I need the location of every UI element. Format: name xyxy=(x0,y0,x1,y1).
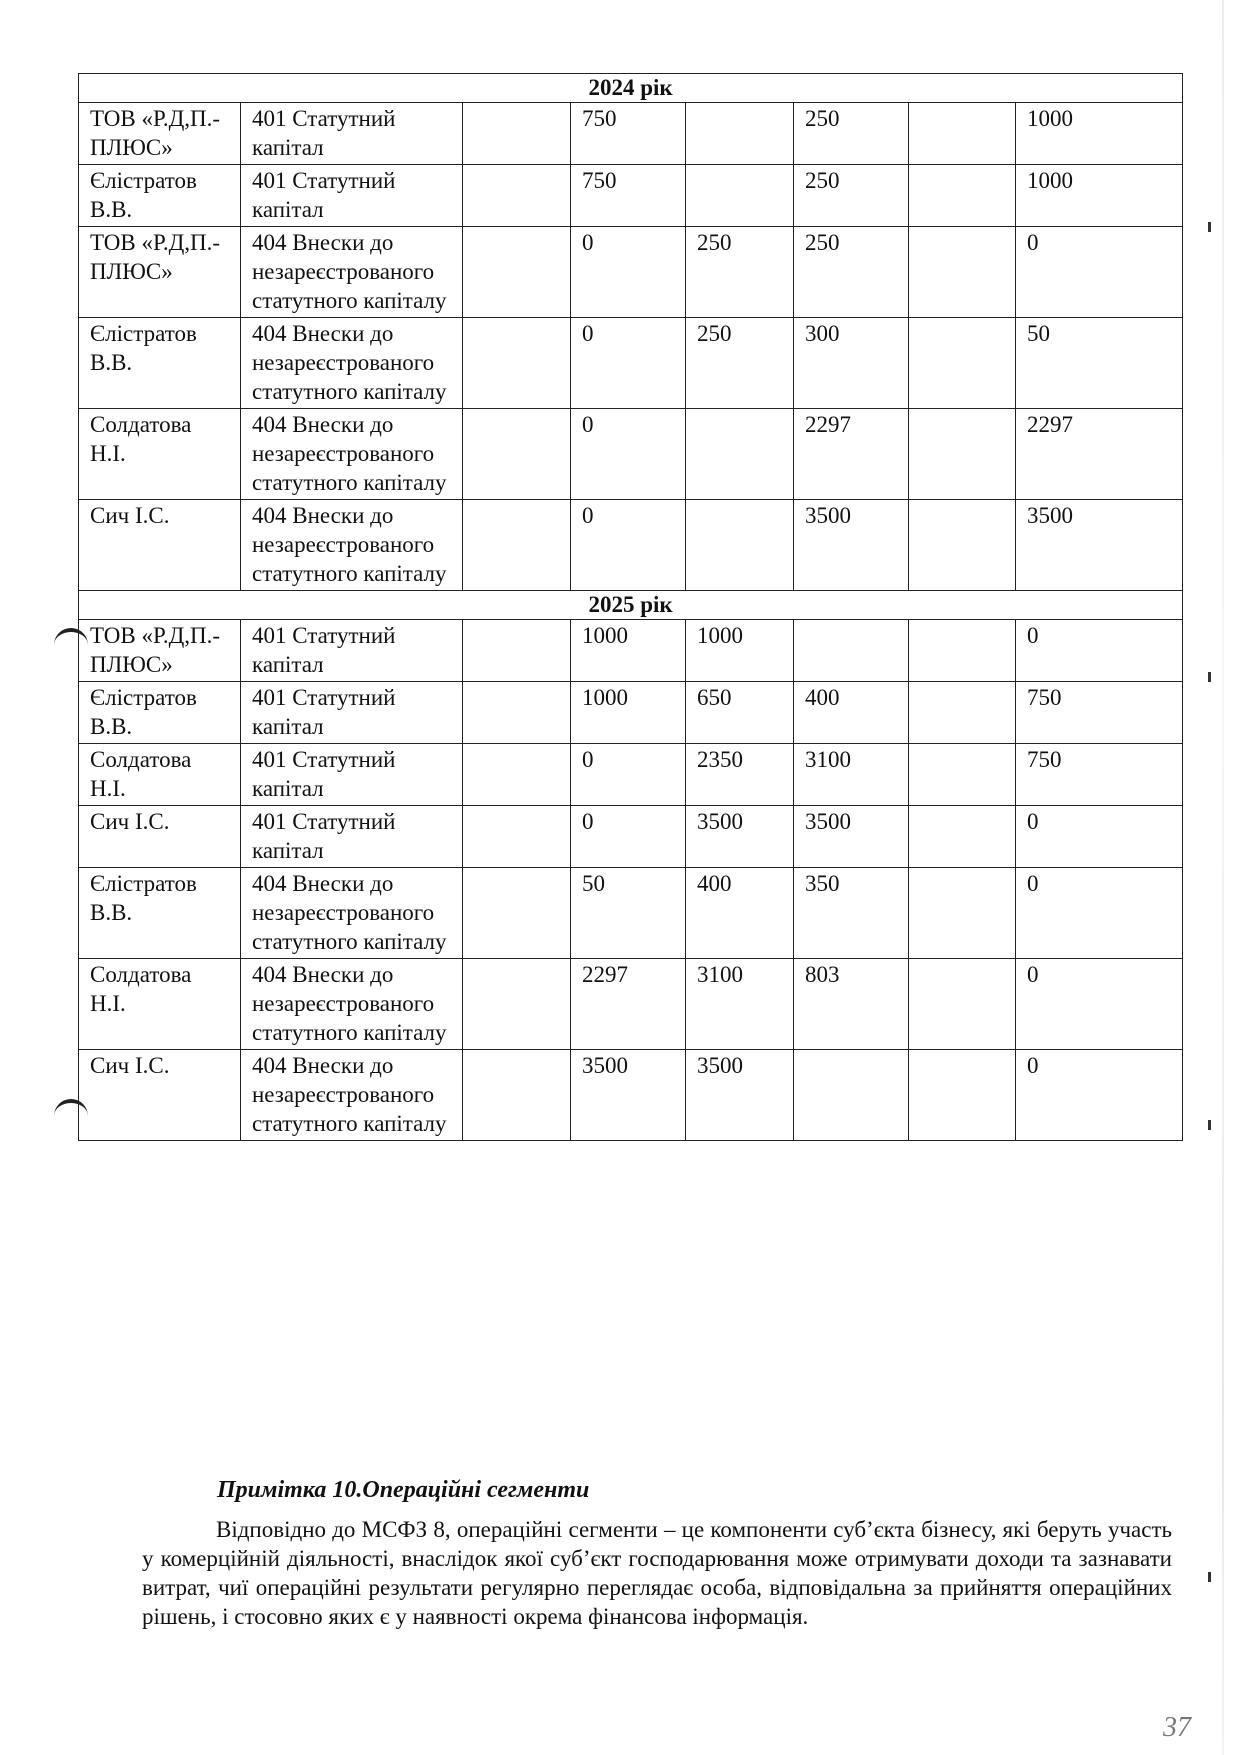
amount-cell: 0 xyxy=(571,500,686,591)
amount-cell: 0 xyxy=(571,806,686,868)
account-cell: 401 Статутний капітал xyxy=(241,103,463,165)
amount-cell: 1000 xyxy=(571,620,686,682)
amount-cell: 400 xyxy=(686,868,794,959)
amount-cell xyxy=(463,165,571,227)
note-title: Примітка 10.Операційні сегменти xyxy=(217,1477,590,1503)
scan-mark xyxy=(1208,1572,1211,1582)
amount-cell: 0 xyxy=(571,409,686,500)
amount-cell: 1000 xyxy=(1016,165,1183,227)
amount-cell xyxy=(909,959,1016,1050)
account-cell: 401 Статутний капітал xyxy=(241,165,463,227)
amount-cell xyxy=(909,620,1016,682)
amount-cell: 0 xyxy=(571,318,686,409)
amount-cell xyxy=(463,500,571,591)
amount-cell: 750 xyxy=(571,103,686,165)
amount-cell: 1000 xyxy=(1016,103,1183,165)
holder-name-cell: Єлістратов В.В. xyxy=(79,318,241,409)
amount-cell xyxy=(909,500,1016,591)
holder-name-cell: Єлістратов В.В. xyxy=(79,682,241,744)
account-cell: 404 Внески до незареєстрованого статутного капіталу xyxy=(241,409,463,500)
amount-cell: 0 xyxy=(1016,1050,1183,1141)
amount-cell xyxy=(463,103,571,165)
amount-cell xyxy=(686,103,794,165)
scan-mark xyxy=(1208,1120,1211,1130)
capital-table xyxy=(78,73,1183,1141)
amount-cell xyxy=(463,409,571,500)
amount-cell: 3500 xyxy=(571,1050,686,1141)
holder-name-cell: Сич І.С. xyxy=(79,1050,241,1141)
amount-cell: 3500 xyxy=(1016,500,1183,591)
amount-cell xyxy=(909,744,1016,806)
table-row xyxy=(79,744,1183,806)
amount-cell: 2297 xyxy=(1016,409,1183,500)
amount-cell xyxy=(463,620,571,682)
amount-cell xyxy=(909,1050,1016,1141)
year-header-row xyxy=(79,74,1183,103)
account-cell: 401 Статутний капітал xyxy=(241,620,463,682)
account-cell: 401 Статутний капітал xyxy=(241,682,463,744)
table-row xyxy=(79,500,1183,591)
holder-name-cell: Єлістратов В.В. xyxy=(79,868,241,959)
amount-cell: 2297 xyxy=(794,409,909,500)
amount-cell: 2297 xyxy=(571,959,686,1050)
holder-name-cell: Солдатова Н.І. xyxy=(79,959,241,1050)
year-header-row xyxy=(79,591,1183,620)
amount-cell: 0 xyxy=(1016,868,1183,959)
amount-cell: 650 xyxy=(686,682,794,744)
table-row xyxy=(79,165,1183,227)
amount-cell: 3500 xyxy=(686,806,794,868)
table-row xyxy=(79,620,1183,682)
table-row xyxy=(79,1050,1183,1141)
table-row xyxy=(79,318,1183,409)
amount-cell: 0 xyxy=(571,227,686,318)
amount-cell: 400 xyxy=(794,682,909,744)
amount-cell: 1000 xyxy=(571,682,686,744)
amount-cell: 3500 xyxy=(686,1050,794,1141)
holder-name-cell: ТОВ «Р.Д,П.-ПЛЮС» xyxy=(79,103,241,165)
amount-cell: 350 xyxy=(794,868,909,959)
amount-cell: 750 xyxy=(571,165,686,227)
amount-cell: 250 xyxy=(794,165,909,227)
amount-cell: 3500 xyxy=(794,806,909,868)
account-cell: 401 Статутний капітал xyxy=(241,744,463,806)
amount-cell xyxy=(463,682,571,744)
page-number: 37 xyxy=(1163,1712,1191,1743)
account-cell: 404 Внески до незареєстрованого статутного капіталу xyxy=(241,868,463,959)
amount-cell: 0 xyxy=(1016,806,1183,868)
amount-cell xyxy=(686,165,794,227)
amount-cell xyxy=(463,959,571,1050)
account-cell: 401 Статутний капітал xyxy=(241,806,463,868)
amount-cell: 750 xyxy=(1016,744,1183,806)
holder-name-cell: Єлістратов В.В. xyxy=(79,165,241,227)
amount-cell xyxy=(909,103,1016,165)
amount-cell xyxy=(909,806,1016,868)
amount-cell xyxy=(463,868,571,959)
amount-cell xyxy=(909,318,1016,409)
amount-cell xyxy=(909,868,1016,959)
amount-cell xyxy=(463,806,571,868)
scan-edge xyxy=(1222,0,1224,1755)
holder-name-cell: Солдатова Н.І. xyxy=(79,744,241,806)
capital-table-body xyxy=(79,74,1183,1141)
amount-cell: 0 xyxy=(571,744,686,806)
amount-cell: 1000 xyxy=(686,620,794,682)
amount-cell xyxy=(463,318,571,409)
table-row xyxy=(79,409,1183,500)
amount-cell xyxy=(463,1050,571,1141)
amount-cell xyxy=(909,409,1016,500)
holder-name-cell: ТОВ «Р.Д,П.-ПЛЮС» xyxy=(79,620,241,682)
account-cell: 404 Внески до незареєстрованого статутного капіталу xyxy=(241,227,463,318)
account-cell: 404 Внески до незареєстрованого статутного капіталу xyxy=(241,959,463,1050)
amount-cell xyxy=(909,165,1016,227)
amount-cell: 50 xyxy=(571,868,686,959)
year-label: 2024 рік xyxy=(79,74,1183,103)
account-cell: 404 Внески до незареєстрованого статутного капіталу xyxy=(241,318,463,409)
holder-name-cell: Солдатова Н.І. xyxy=(79,409,241,500)
amount-cell: 50 xyxy=(1016,318,1183,409)
holder-name-cell: ТОВ «Р.Д,П.-ПЛЮС» xyxy=(79,227,241,318)
table-row xyxy=(79,868,1183,959)
table-row xyxy=(79,806,1183,868)
holder-name-cell: Сич І.С. xyxy=(79,806,241,868)
amount-cell xyxy=(909,682,1016,744)
amount-cell: 3100 xyxy=(686,959,794,1050)
note-body: Відповідно до МСФЗ 8, операційні сегменти – це компоненти суб’єкта бізнесу, які беруть участь у комерційній діяльності, внаслідок якої суб’єкт господарювання може отримувати доходи та зазнавати витрат, чиї операційні результати регулярно переглядає особа, відповідальна за прийняття операційних рішень, і стосовно яких є у наявності окрема фінансова інформація. xyxy=(142,1517,1172,1629)
amount-cell: 300 xyxy=(794,318,909,409)
amount-cell: 0 xyxy=(1016,620,1183,682)
amount-cell xyxy=(794,1050,909,1141)
amount-cell: 250 xyxy=(794,103,909,165)
amount-cell: 3100 xyxy=(794,744,909,806)
amount-cell xyxy=(909,227,1016,318)
amount-cell xyxy=(463,744,571,806)
amount-cell xyxy=(463,227,571,318)
amount-cell: 803 xyxy=(794,959,909,1050)
amount-cell: 2350 xyxy=(686,744,794,806)
year-label: 2025 рік xyxy=(79,591,1183,620)
amount-cell: 0 xyxy=(1016,959,1183,1050)
amount-cell xyxy=(686,500,794,591)
scan-mark xyxy=(1208,222,1211,232)
amount-cell: 250 xyxy=(794,227,909,318)
holder-name-cell: Сич І.С. xyxy=(79,500,241,591)
account-cell: 404 Внески до незареєстрованого статутного капіталу xyxy=(241,1050,463,1141)
table-row xyxy=(79,682,1183,744)
table-row xyxy=(79,959,1183,1050)
amount-cell: 3500 xyxy=(794,500,909,591)
table-row xyxy=(79,103,1183,165)
amount-cell: 250 xyxy=(686,227,794,318)
amount-cell xyxy=(794,620,909,682)
table-row xyxy=(79,227,1183,318)
account-cell: 404 Внески до незареєстрованого статутного капіталу xyxy=(241,500,463,591)
scan-mark xyxy=(1208,672,1211,682)
amount-cell: 750 xyxy=(1016,682,1183,744)
amount-cell: 250 xyxy=(686,318,794,409)
amount-cell xyxy=(686,409,794,500)
amount-cell: 0 xyxy=(1016,227,1183,318)
